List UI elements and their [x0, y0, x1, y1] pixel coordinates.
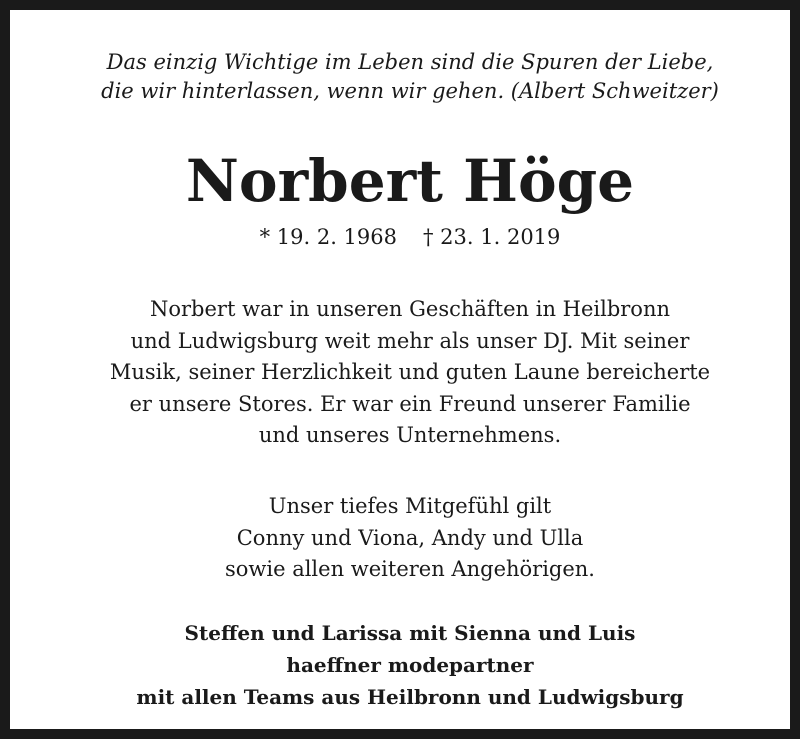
tribute-line: er unsere Stores. Er war ein Freund unserer Familie	[129, 391, 691, 416]
tribute-line: Musik, seiner Herzlichkeit und guten Laune bereicherte	[109, 360, 711, 384]
tribute-line: Norbert war in unseren Geschäften in Heilbronn	[149, 297, 671, 321]
tribute-line: und Ludwigsburg weit mehr als unser DJ. Mit seiner	[130, 328, 690, 353]
signers-block	[20, 617, 800, 713]
birth-date: * 19. 2. 1968	[259, 225, 397, 249]
deceased-name: Norbert Höge	[185, 147, 635, 215]
tribute-text	[20, 294, 800, 452]
tribute-line: und unseres Unternehmens.	[258, 423, 562, 447]
sympathy-line: sowie allen weiteren Angehörigen.	[224, 557, 595, 581]
sympathy-line: Unser tiefes Mitgefühl gilt	[268, 494, 552, 518]
signer-line: mit allen Teams aus Heilbronn und Ludwigsburg	[136, 685, 684, 709]
sympathy-text	[20, 491, 800, 586]
schweitzer-quote	[20, 48, 800, 106]
signer-line: Steffen und Larissa mit Sienna und Luis	[184, 621, 636, 645]
quote-line: die wir hinterlassen, wenn wir gehen. (Albert Schweitzer)	[101, 79, 719, 103]
death-date: † 23. 1. 2019	[423, 225, 561, 249]
signer-line: haeffner modepartner	[286, 653, 534, 677]
sympathy-line: Conny und Viona, Andy und Ulla	[236, 525, 584, 550]
quote-line: Das einzig Wichtige im Leben sind die Spuren der Liebe,	[106, 50, 714, 74]
life-dates	[20, 222, 800, 252]
